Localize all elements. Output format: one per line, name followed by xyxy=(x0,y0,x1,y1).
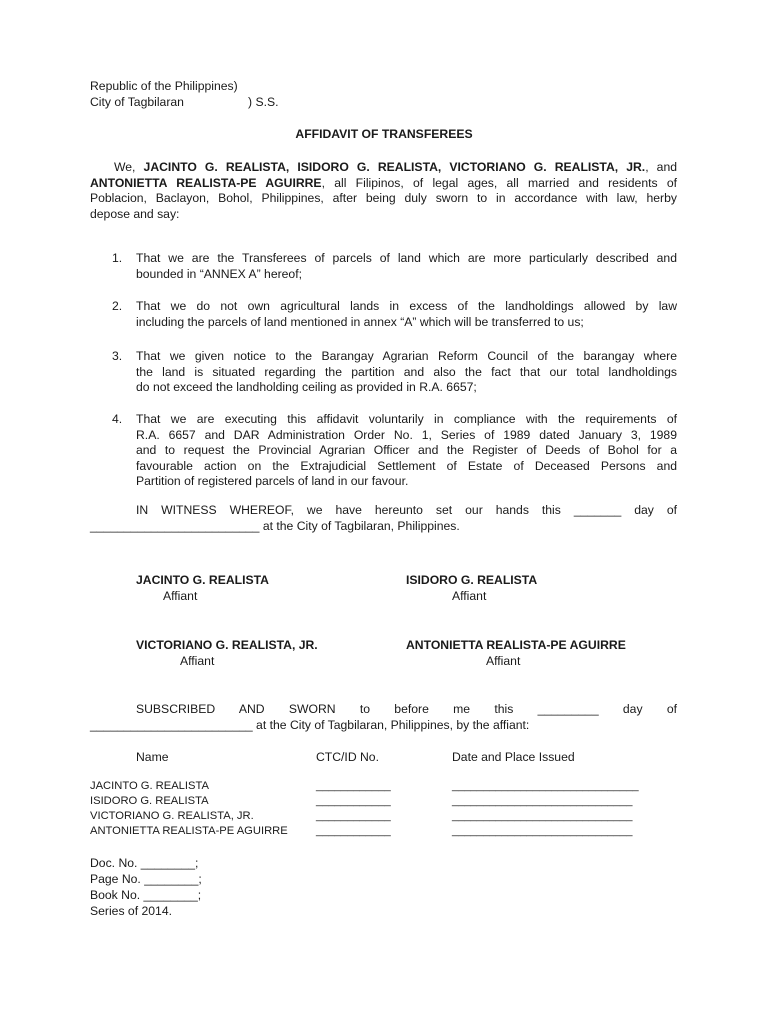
intro-line-3: Poblacion, Baclayon, Bohol, Philippines, after being duly sworn to in accordance with law, herby xyxy=(90,191,677,205)
witness-line-2: _________________________ at the City of Tagbilaran, Philippines. xyxy=(90,518,460,533)
list-item-4 xyxy=(112,412,677,490)
notary-page-no: Page No. ________; xyxy=(90,872,202,886)
list-item-2 xyxy=(112,299,677,330)
table-row-date: _____________________________ xyxy=(452,825,633,837)
intro-names-1: JACINTO G. REALISTA, ISIDORO G. REALISTA, VICTORIANO G. REALISTA, JR. xyxy=(143,160,646,174)
witness-line-1: IN WITNESS WHEREOF, we have hereunto set our hands this _______ day of xyxy=(136,503,677,517)
intro-line-1 xyxy=(90,160,677,176)
list-number: 1. xyxy=(112,251,123,265)
table-row-ctc: ____________ xyxy=(316,780,391,792)
list-line: That we do not own agricultural lands in excess of the landholdings allowed by law xyxy=(136,299,677,313)
document-title: AFFIDAVIT OF TRANSFEREES xyxy=(295,127,473,141)
table-row-date: _____________________________ xyxy=(452,795,633,807)
intro-paragraph xyxy=(90,160,677,222)
signatory-role-3: Affiant xyxy=(180,654,215,668)
list-line: That we given notice to the Barangay Agrarian Reform Council of the barangay where xyxy=(136,349,677,363)
notary-series: Series of 2014. xyxy=(90,904,172,918)
subscribed-line-1: SUBSCRIBED AND SWORN to before me this _________ day of xyxy=(136,702,677,716)
list-item-1 xyxy=(112,251,677,282)
signatory-role-2: Affiant xyxy=(452,589,487,603)
intro-line-4: depose and say: xyxy=(90,206,180,221)
intro-and: , and xyxy=(645,160,677,174)
table-row-name: ISIDORO G. REALISTA xyxy=(90,795,209,807)
table-row-ctc: ____________ xyxy=(316,810,391,822)
list-line: the land is situated regarding the partition and also the fact that our total landholdings xyxy=(136,364,677,379)
table-row-name: JACINTO G. REALISTA xyxy=(90,780,209,792)
intro-line-2 xyxy=(90,176,677,192)
table-header-date: Date and Place Issued xyxy=(452,750,575,764)
table-row-date: ______________________________ xyxy=(452,780,639,792)
notary-book-no: Book No. ________; xyxy=(90,888,202,902)
signatory-role-4: Affiant xyxy=(486,654,521,668)
list-number: 2. xyxy=(112,299,123,313)
list-line: Partition of registered parcels of land in our favour. xyxy=(136,474,409,488)
list-line: That we are executing this affidavit voluntarily in compliance with the requirements of xyxy=(136,412,677,426)
intro-names-2: ANTONIETTA REALISTA-PE AGUIRRE xyxy=(90,175,322,190)
subscribed-line-2: ________________________ at the City of Tagbilaran, Philippines, by the affiant: xyxy=(90,717,530,732)
table-header-name: Name xyxy=(136,750,169,764)
list-item-3 xyxy=(112,349,677,396)
signatory-name-3: VICTORIANO G. REALISTA, JR. xyxy=(136,638,318,652)
list-line: That we are the Transferees of parcels of land which are more particularly described and xyxy=(136,251,677,265)
list-line: including the parcels of land mentioned in annex “A” which will be transferred to us; xyxy=(136,314,584,329)
header-ss: ) S.S. xyxy=(248,95,279,109)
witness-paragraph xyxy=(90,503,677,534)
table-row-name: VICTORIANO G. REALISTA, JR. xyxy=(90,810,254,822)
list-line: do not exceed the landholding ceiling as provided in R.A. 6657; xyxy=(136,380,477,394)
subscribed-paragraph xyxy=(90,702,677,733)
list-number: 4. xyxy=(112,412,123,426)
list-line: and to request the Provincial Agrarian Officer and the Register of Deeds of Bohol for a xyxy=(136,443,677,457)
signatory-name-1: JACINTO G. REALISTA xyxy=(136,573,269,587)
header-republic: Republic of the Philippines) xyxy=(90,79,238,93)
list-number: 3. xyxy=(112,349,123,363)
signatory-role-1: Affiant xyxy=(163,589,198,603)
list-line: R.A. 6657 and DAR Administration Order No. 1, Series of 1989 dated January 3, 1989 xyxy=(136,427,677,442)
intro-rest-1: , all Filipinos, of legal ages, all married and residents of xyxy=(321,175,678,190)
table-row-ctc: ____________ xyxy=(316,795,391,807)
list-line: bounded in “ANNEX A” hereof; xyxy=(136,266,302,281)
signatory-name-2: ISIDORO G. REALISTA xyxy=(406,573,538,587)
intro-we: We, xyxy=(114,160,136,174)
notary-doc-no: Doc. No. ________; xyxy=(90,856,199,870)
table-row-name: ANTONIETTA REALISTA-PE AGUIRRE xyxy=(90,825,288,837)
signatory-name-4: ANTONIETTA REALISTA-PE AGUIRRE xyxy=(406,638,626,652)
header-city: City of Tagbilaran xyxy=(90,95,184,109)
list-line: favourable action on the Extrajudicial Settlement of Estate of Deceased Persons and xyxy=(136,458,677,473)
table-row-date: _____________________________ xyxy=(452,810,633,822)
table-row-ctc: ____________ xyxy=(316,825,391,837)
table-header-ctc: CTC/ID No. xyxy=(316,750,379,764)
